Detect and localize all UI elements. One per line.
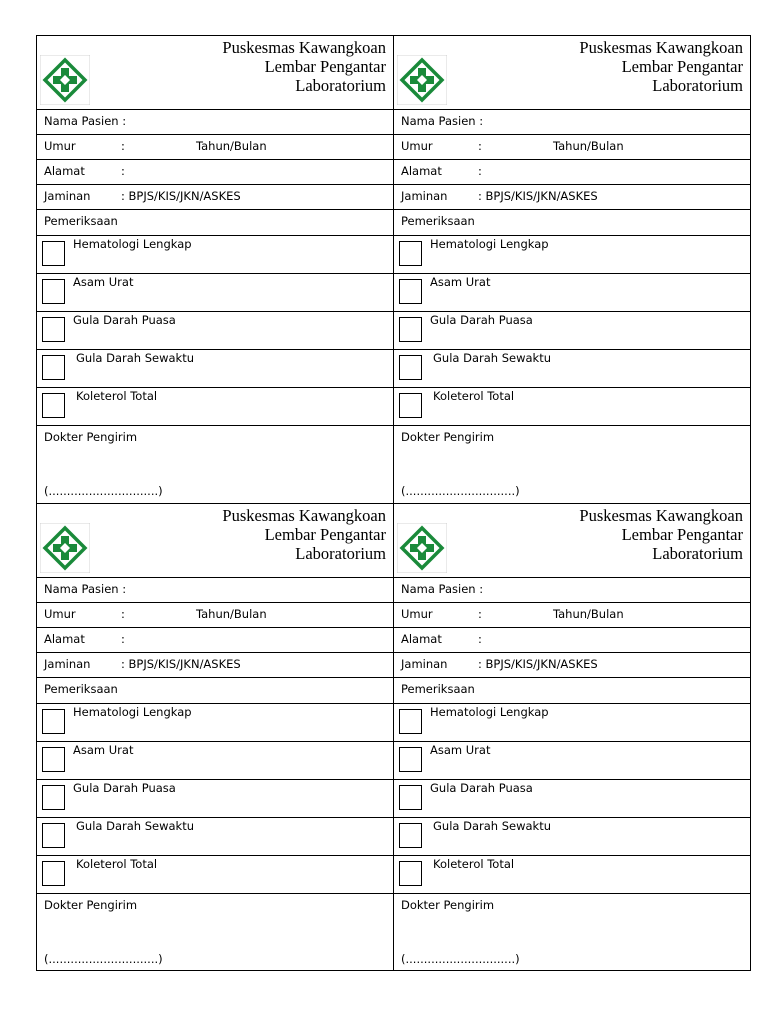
insurance-label: Jaminan <box>401 657 448 671</box>
insurance-label: Jaminan <box>44 657 91 671</box>
lab-referral-slip <box>393 35 751 504</box>
test-label: Hematologi Lengkap <box>430 705 549 719</box>
test-checkbox[interactable] <box>399 785 422 810</box>
test-checkbox[interactable] <box>399 317 422 342</box>
referring-doctor-label: Dokter Pengirim <box>401 430 495 444</box>
test-row <box>37 856 393 894</box>
test-checkbox[interactable] <box>42 709 65 734</box>
examination-row <box>394 678 750 704</box>
insurance-label: Jaminan <box>401 189 448 203</box>
slip-title <box>579 38 743 95</box>
title-line-3: Laboratorium <box>295 544 386 563</box>
test-label: Gula Darah Sewaktu <box>433 819 552 833</box>
title-line-2: Lembar Pengantar <box>621 525 743 544</box>
test-checkbox[interactable] <box>42 241 65 266</box>
test-row <box>37 274 393 312</box>
patient-name-row[interactable] <box>394 110 750 135</box>
puskesmas-logo-icon <box>40 55 90 105</box>
age-colon: : <box>478 607 482 621</box>
address-label: Alamat <box>401 164 442 178</box>
test-checkbox[interactable] <box>399 747 422 772</box>
test-label: Asam Urat <box>430 743 491 757</box>
test-row <box>394 312 750 350</box>
test-checkbox[interactable] <box>399 241 422 266</box>
test-row <box>37 350 393 388</box>
test-label: Hematologi Lengkap <box>430 237 549 251</box>
address-row[interactable] <box>394 628 750 653</box>
slip-header <box>37 36 393 110</box>
test-checkbox[interactable] <box>399 393 422 418</box>
test-label: Koleterol Total <box>433 389 515 403</box>
test-checkbox[interactable] <box>42 355 65 380</box>
insurance-value: : BPJS/KIS/JKN/ASKES <box>478 189 598 203</box>
referring-doctor-label: Dokter Pengirim <box>44 898 138 912</box>
address-colon: : <box>478 164 482 178</box>
address-row[interactable] <box>394 160 750 185</box>
insurance-row[interactable] <box>394 185 750 210</box>
title-line-1: Puskesmas Kawangkoan <box>222 506 386 525</box>
test-checkbox[interactable] <box>399 709 422 734</box>
age-label: Umur <box>44 139 76 153</box>
referring-doctor-label: Dokter Pengirim <box>401 898 495 912</box>
age-label: Umur <box>401 607 433 621</box>
patient-name-row[interactable] <box>37 578 393 603</box>
form-sheet <box>36 35 750 970</box>
test-checkbox[interactable] <box>399 279 422 304</box>
test-checkbox[interactable] <box>42 747 65 772</box>
test-row <box>37 704 393 742</box>
test-label: Asam Urat <box>73 275 134 289</box>
test-label: Gula Darah Puasa <box>430 781 533 795</box>
age-unit: Tahun/Bulan <box>196 139 267 153</box>
insurance-label: Jaminan <box>44 189 91 203</box>
age-row[interactable] <box>37 135 393 160</box>
test-checkbox[interactable] <box>42 279 65 304</box>
age-unit: Tahun/Bulan <box>553 139 624 153</box>
slip-header <box>37 504 393 578</box>
test-label: Asam Urat <box>73 743 134 757</box>
address-colon: : <box>121 632 125 646</box>
signature-line: (..............................) <box>401 483 520 498</box>
examination-row <box>394 210 750 236</box>
slip-title <box>222 38 386 95</box>
test-label: Gula Darah Sewaktu <box>433 351 552 365</box>
slip-header <box>394 36 750 110</box>
insurance-row[interactable] <box>37 185 393 210</box>
test-label: Asam Urat <box>430 275 491 289</box>
title-line-1: Puskesmas Kawangkoan <box>222 38 386 57</box>
address-colon: : <box>121 164 125 178</box>
test-checkbox[interactable] <box>42 785 65 810</box>
patient-name-row[interactable] <box>37 110 393 135</box>
patient-name-label: Nama Pasien : <box>401 114 484 128</box>
examination-label: Pemeriksaan <box>401 682 475 696</box>
test-label: Hematologi Lengkap <box>73 237 192 251</box>
title-line-2: Lembar Pengantar <box>264 525 386 544</box>
puskesmas-logo-icon <box>397 523 447 573</box>
age-row[interactable] <box>37 603 393 628</box>
referring-doctor-row[interactable] <box>394 894 750 972</box>
age-row[interactable] <box>394 603 750 628</box>
test-row <box>394 780 750 818</box>
test-row <box>394 818 750 856</box>
test-row <box>37 388 393 426</box>
examination-row <box>37 678 393 704</box>
test-label: Gula Darah Puasa <box>73 313 176 327</box>
test-row <box>37 818 393 856</box>
referring-doctor-row[interactable] <box>394 426 750 504</box>
slip-header <box>394 504 750 578</box>
insurance-value: : BPJS/KIS/JKN/ASKES <box>478 657 598 671</box>
lab-referral-slip <box>36 503 394 971</box>
test-row <box>37 742 393 780</box>
puskesmas-logo-icon <box>40 523 90 573</box>
lab-referral-slip <box>393 503 751 971</box>
test-row <box>394 274 750 312</box>
test-label: Gula Darah Sewaktu <box>76 819 195 833</box>
insurance-value: : BPJS/KIS/JKN/ASKES <box>121 657 241 671</box>
examination-label: Pemeriksaan <box>44 682 118 696</box>
patient-name-label: Nama Pasien : <box>44 582 127 596</box>
test-row <box>394 856 750 894</box>
age-unit: Tahun/Bulan <box>553 607 624 621</box>
insurance-row[interactable] <box>37 653 393 678</box>
age-label: Umur <box>44 607 76 621</box>
title-line-3: Laboratorium <box>652 544 743 563</box>
address-label: Alamat <box>44 632 85 646</box>
patient-name-label: Nama Pasien : <box>401 582 484 596</box>
test-label: Koleterol Total <box>76 389 158 403</box>
age-colon: : <box>478 139 482 153</box>
test-checkbox[interactable] <box>42 861 65 886</box>
examination-label: Pemeriksaan <box>401 214 475 228</box>
insurance-row[interactable] <box>394 653 750 678</box>
referring-doctor-label: Dokter Pengirim <box>44 430 138 444</box>
test-checkbox[interactable] <box>399 355 422 380</box>
address-row[interactable] <box>37 628 393 653</box>
title-line-1: Puskesmas Kawangkoan <box>579 506 743 525</box>
test-label: Hematologi Lengkap <box>73 705 192 719</box>
test-checkbox[interactable] <box>399 861 422 886</box>
test-label: Gula Darah Puasa <box>73 781 176 795</box>
test-row <box>394 350 750 388</box>
insurance-value: : BPJS/KIS/JKN/ASKES <box>121 189 241 203</box>
test-label: Koleterol Total <box>433 857 515 871</box>
signature-line: (..............................) <box>401 951 520 966</box>
title-line-1: Puskesmas Kawangkoan <box>579 38 743 57</box>
slip-title <box>222 506 386 563</box>
test-label: Gula Darah Sewaktu <box>76 351 195 365</box>
address-label: Alamat <box>401 632 442 646</box>
age-colon: : <box>121 607 125 621</box>
title-line-3: Laboratorium <box>295 76 386 95</box>
signature-line: (..............................) <box>44 483 163 498</box>
test-label: Koleterol Total <box>76 857 158 871</box>
address-label: Alamat <box>44 164 85 178</box>
test-checkbox[interactable] <box>42 317 65 342</box>
test-row <box>37 236 393 274</box>
patient-name-label: Nama Pasien : <box>44 114 127 128</box>
age-colon: : <box>121 139 125 153</box>
test-row <box>394 388 750 426</box>
examination-label: Pemeriksaan <box>44 214 118 228</box>
address-colon: : <box>478 632 482 646</box>
age-label: Umur <box>401 139 433 153</box>
signature-line: (..............................) <box>44 951 163 966</box>
test-row <box>37 780 393 818</box>
slip-title <box>579 506 743 563</box>
test-row <box>37 312 393 350</box>
referring-doctor-row[interactable] <box>37 894 393 972</box>
title-line-2: Lembar Pengantar <box>621 57 743 76</box>
title-line-3: Laboratorium <box>652 76 743 95</box>
test-checkbox[interactable] <box>42 393 65 418</box>
referring-doctor-row[interactable] <box>37 426 393 504</box>
test-label: Gula Darah Puasa <box>430 313 533 327</box>
lab-referral-slip <box>36 35 394 504</box>
age-row[interactable] <box>394 135 750 160</box>
test-checkbox[interactable] <box>399 823 422 848</box>
test-row <box>394 742 750 780</box>
test-row <box>394 704 750 742</box>
puskesmas-logo-icon <box>397 55 447 105</box>
test-checkbox[interactable] <box>42 823 65 848</box>
examination-row <box>37 210 393 236</box>
title-line-2: Lembar Pengantar <box>264 57 386 76</box>
address-row[interactable] <box>37 160 393 185</box>
test-row <box>394 236 750 274</box>
patient-name-row[interactable] <box>394 578 750 603</box>
age-unit: Tahun/Bulan <box>196 607 267 621</box>
